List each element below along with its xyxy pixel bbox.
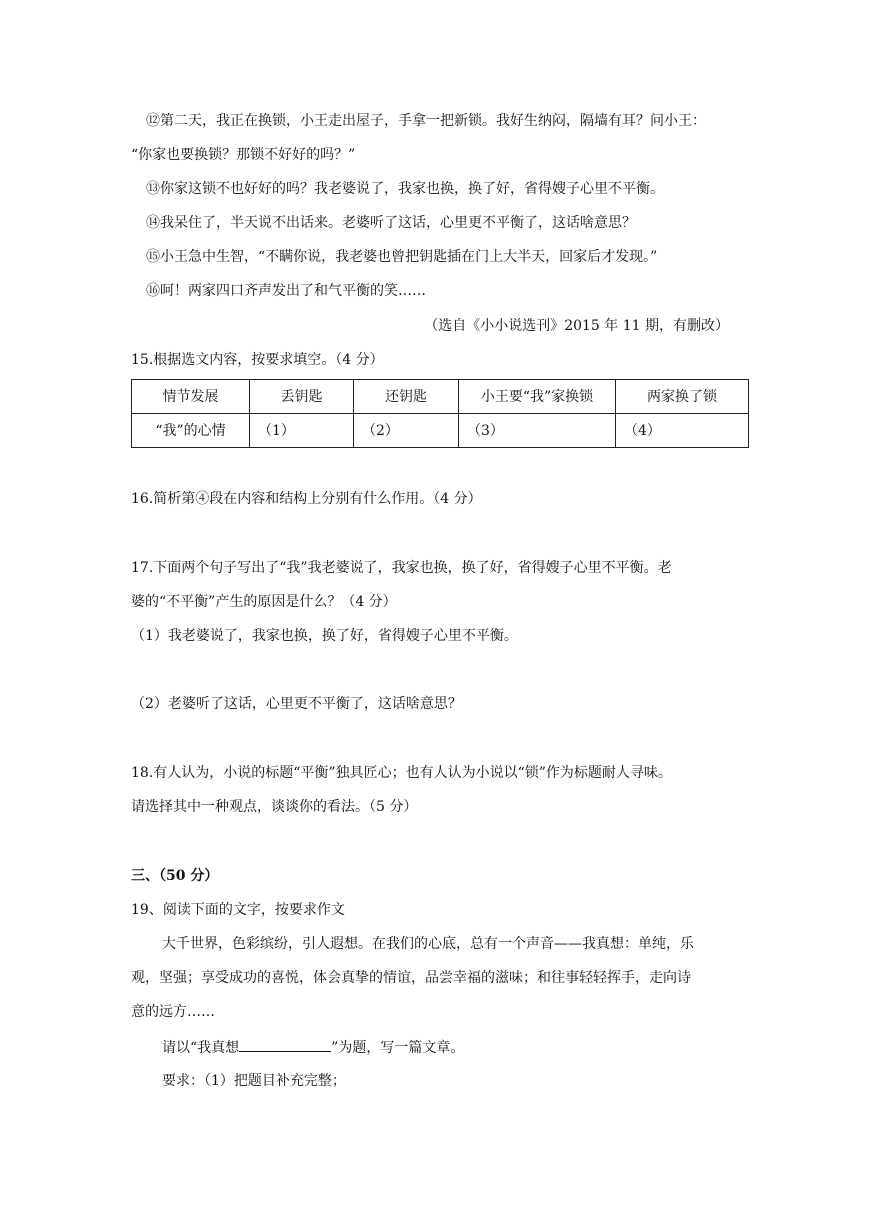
question-17-line-2: 婆的“不平衡”产生的原因是什么？（4 分）	[131, 594, 397, 610]
plot-mood-table	[131, 379, 749, 448]
paragraph-14: ⑭我呆住了，半天说不出话来。老婆听了这话，心里更不平衡了，这话啥意思？	[146, 215, 636, 231]
table-row	[132, 414, 749, 448]
question-18-line-2: 请选择其中一种观点，谈谈你的看法。（5 分）	[131, 799, 418, 815]
question-17-sentence-1: （1）我老婆说了，我家也换，换了好，省得嫂子心里不平衡。	[131, 628, 518, 644]
essay-material-line-2: 观，坚强；享受成功的喜悦，体会真挚的情谊，品尝幸福的滋味；和往事轻轻挥手，走向诗	[131, 970, 691, 986]
paragraph-12-line-1: ⑫第二天，我正在换锁，小王走出屋子，手拿一把新锁。我好生纳闷，隔墙有耳？问小王：	[146, 113, 706, 129]
paragraph-13: ⑬你家这锁不也好好的吗？我老婆说了，我家也换，换了好，省得嫂子心里不平衡。	[146, 181, 664, 197]
title-blank[interactable]	[239, 1037, 331, 1052]
question-16: 16.简析第④段在内容和结构上分别有什么作用。（4 分）	[131, 491, 482, 507]
answer-blank-2[interactable]: （2）	[354, 414, 459, 448]
essay-requirements: 要求：（1）把题目补充完整；	[162, 1073, 346, 1089]
paragraph-12-line-2: “你家也要换锁？那锁不好好的吗？”	[131, 147, 356, 163]
title-suffix: ”为题，写一篇文章。	[331, 1040, 465, 1056]
table-cell: “我”的心情	[132, 414, 250, 448]
question-19-prompt: 19、阅读下面的文字，按要求作文	[131, 902, 345, 918]
table-cell: 情节发展	[132, 380, 250, 414]
paragraph-16: ⑯呵！两家四口齐声发出了和气平衡的笑……	[146, 283, 426, 299]
essay-title-instruction	[162, 1037, 464, 1058]
question-15-prompt: 15.根据选文内容，按要求填空。（4 分）	[131, 352, 384, 368]
question-17-sentence-2: （2）老婆听了这话，心里更不平衡了，这话啥意思？	[131, 696, 462, 712]
question-18-line-1: 18.有人认为，小说的标题“平衡”独具匠心；也有人认为小说以“锁”作为标题耐人寻味。	[131, 765, 672, 781]
table-header-row	[132, 380, 749, 414]
essay-material-line-1: 大千世界，色彩缤纷，引人遐想。在我们的心底，总有一个声音——我真想：单纯，乐	[162, 936, 694, 952]
essay-material-line-3: 意的远方……	[131, 1004, 215, 1020]
table-cell: 两家换了锁	[616, 380, 749, 414]
answer-blank-1[interactable]: （1）	[250, 414, 354, 448]
answer-blank-4[interactable]: （4）	[616, 414, 749, 448]
section-3-heading: 三、（50 分）	[131, 868, 219, 884]
question-17-line-1: 17.下面两个句子写出了“我”我老婆说了，我家也换，换了好，省得嫂子心里不平衡。老	[131, 560, 672, 576]
table-cell: 还钥匙	[354, 380, 459, 414]
table-cell: 丢钥匙	[250, 380, 354, 414]
source-note: （选自《小小说选刊》2015 年 11 期，有删改）	[424, 318, 729, 334]
table-cell: 小王要“我”家换锁	[459, 380, 616, 414]
paragraph-15: ⑮小王急中生智，“不瞒你说，我老婆也曾把钥匙插在门上大半天，回家后才发现。”	[146, 249, 658, 265]
title-prefix: 请以“我真想	[162, 1040, 240, 1056]
answer-blank-3[interactable]: （3）	[459, 414, 616, 448]
